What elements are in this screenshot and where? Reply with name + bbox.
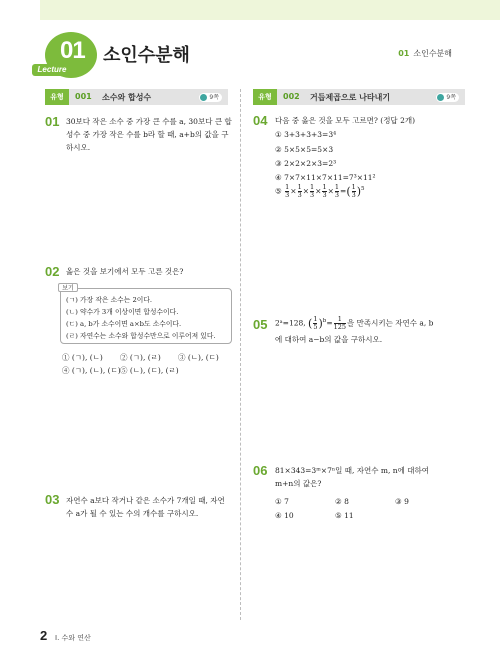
type-tag: 유형: [45, 89, 69, 105]
type-title: 거듭제곱으로 나타내기: [310, 93, 391, 102]
section-bar-left: [45, 89, 228, 105]
example-item: (ㄴ) 약수가 3개 이상이면 합성수이다.: [66, 308, 179, 316]
example-item: (ㄷ) a, b가 소수이면 a×b도 소수이다.: [66, 320, 182, 328]
exponent: 5: [361, 186, 365, 192]
answer-choice[interactable]: ④ 7×7×11×7×11=7³×11²: [275, 173, 376, 182]
answer-choice[interactable]: ③ 9: [395, 497, 409, 506]
answer-choice[interactable]: ① (ㄱ), (ㄴ): [62, 353, 103, 362]
section-bar-right: [253, 89, 465, 105]
answer-choice[interactable]: ⑤ (ㄴ), (ㄷ), (ㄹ): [120, 366, 179, 375]
page-ref-pill: 9쪽: [199, 93, 222, 102]
type-code: 001: [75, 92, 92, 101]
problem-line: 수 a가 될 수 있는 수의 개수를 구하시오.: [66, 509, 199, 518]
problem-text: [275, 315, 475, 346]
problem-line: m+n의 값은?: [275, 479, 322, 488]
chapter-title: 소인수분해: [103, 45, 190, 66]
answer-choice[interactable]: ② (ㄱ), (ㄹ): [120, 353, 161, 362]
fraction: $\frac{1}{125}$: [333, 315, 347, 331]
page-number: 2: [40, 628, 48, 643]
running-head-title: 소인수분해: [413, 49, 452, 58]
answer-choice[interactable]: ④ (ㄱ), (ㄴ), (ㄷ): [62, 366, 121, 375]
problem-line: 에 대하여 a−b의 값을 구하시오.: [275, 335, 383, 344]
answer-choice[interactable]: ③ 2×2×2×3=2³: [275, 159, 337, 168]
problem-line: 자연수 a보다 작거나 같은 소수가 7개일 때, 자연: [66, 496, 225, 505]
problem-number: 04: [253, 113, 268, 128]
running-head-number: 01: [398, 49, 410, 58]
type-code: 002: [283, 92, 300, 101]
fraction: $\frac{1}{3}$: [334, 183, 340, 199]
fraction: $\frac{1}{3}$: [351, 183, 356, 199]
problem-text: 다음 중 옳은 것을 모두 고르면? (정답 2개): [275, 116, 416, 125]
type-tag: 유형: [253, 89, 277, 105]
answer-choice[interactable]: ① 3+3+3+3=3⁴: [275, 130, 337, 139]
header-accent-band: [40, 0, 500, 20]
answer-choice[interactable]: ① 7: [275, 497, 289, 506]
example-item: (ㄹ) 자연수는 소수와 합성수만으로 이루어져 있다.: [66, 332, 216, 340]
problem-number: 03: [45, 492, 60, 507]
problem-number: 06: [253, 463, 268, 478]
problem-number: 01: [45, 114, 60, 129]
fraction: $\frac{1}{3}$: [310, 183, 315, 199]
problem-line: 성수 중 가장 작은 수를 b라 할 때, a+b의 값을 구: [66, 130, 229, 139]
example-box-label: 보기: [58, 283, 78, 292]
problem-line: 2ᵃ=128, ( $\frac{1}{5}$ )$^b$= $\frac{1}{125}$ 을 만족시키는 자연수 a, b: [275, 315, 434, 331]
fraction: $\frac{1}{3}$: [322, 183, 327, 199]
problem-text: [66, 115, 236, 154]
problem-line: 하시오.: [66, 143, 91, 152]
type-title: 소수와 합성수: [102, 93, 152, 102]
fraction: $\frac{1}{5}$: [313, 315, 318, 331]
problem-number: 02: [45, 264, 60, 279]
problem-line: 30보다 작은 소수 중 가장 큰 수를 a, 30보다 큰 합: [66, 117, 232, 126]
answer-choice-5[interactable]: ⑤ $\frac{1}{3}$ × $\frac{1}{3}$ × $\frac{1}{3}$ × $\frac{1}{3}$ × $\frac{1}{3}$ =( $\frac{1}{3}$ )$^5$: [275, 183, 365, 199]
footer-section: Ⅰ. 수와 연산: [55, 634, 91, 642]
problem-text: [66, 494, 238, 520]
fraction: $\frac{1}{3}$: [285, 183, 290, 199]
answer-choice[interactable]: ② 8: [335, 497, 349, 506]
answer-choice[interactable]: ④ 10: [275, 511, 294, 520]
page-ref-pill: 9쪽: [436, 93, 459, 102]
answer-choice[interactable]: ② 5×5×5=5×3: [275, 145, 334, 154]
lecture-label: Lecture: [32, 64, 72, 76]
problem-text: [275, 464, 470, 490]
chapter-number: 01: [60, 37, 85, 64]
running-head: [398, 48, 452, 59]
example-item: (ㄱ) 가장 작은 소수는 2이다.: [66, 296, 153, 304]
column-divider: [240, 89, 241, 620]
answer-choice[interactable]: ③ (ㄴ), (ㄷ): [178, 353, 219, 362]
choice-marker: ⑤: [275, 186, 282, 196]
problem-number: 05: [253, 317, 268, 332]
answer-choice[interactable]: ⑤ 11: [335, 511, 354, 520]
problem-line: 81×343=3ᵐ×7ⁿ일 때, 자연수 m, n에 대하여: [275, 466, 429, 475]
problem-text: 옳은 것을 보기에서 모두 고른 것은?: [66, 267, 184, 276]
fraction: $\frac{1}{3}$: [297, 183, 302, 199]
